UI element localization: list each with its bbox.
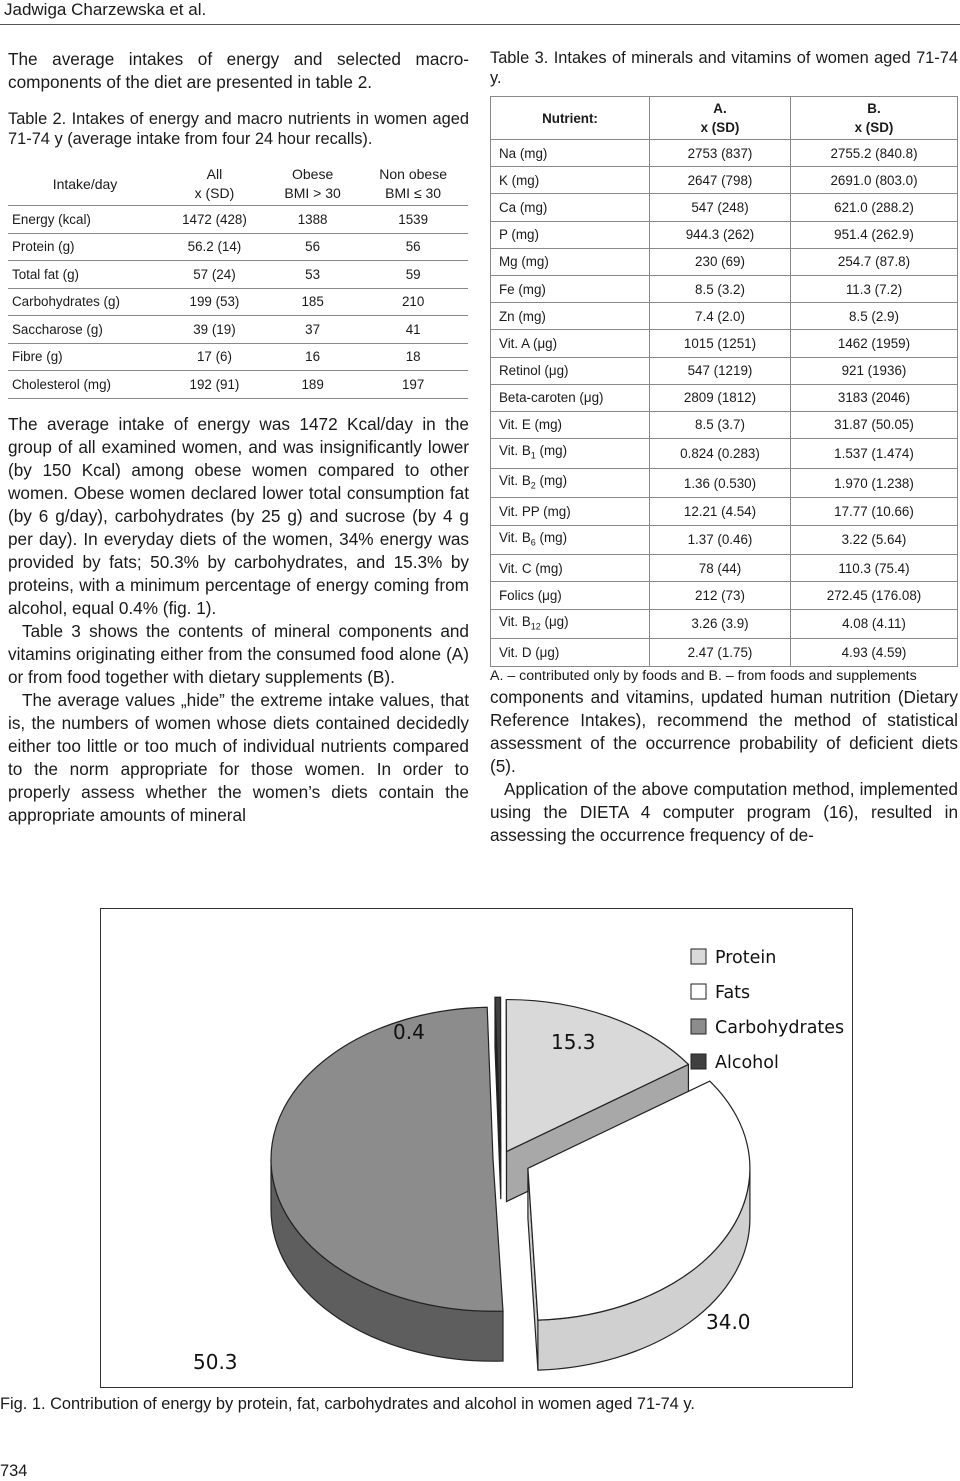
table2-cell-non-obese: 210 [358,288,468,316]
table3-row [491,639,958,666]
legend-label-alcohol: Alcohol [715,1053,779,1073]
legend-label-protein: Protein [715,948,776,968]
table3-row [491,303,958,330]
results-paragraph-3: The average values „hide” the extreme intake values, that is, the numbers of women whose diets contained decidedly either too little or too much of individual nutrients compared to the norm appropriate for those women. In order to properly assess whether the women’s diets contain the appropriate amounts of mineral [8,689,469,827]
table3-cell-b: 272.45 (176.08) [790,582,957,609]
table3-cell-b: 11.3 (7.2) [790,275,957,302]
table3-cell-b: 2691.0 (803.0) [790,167,957,194]
table3-cell-nutrient: Folics (μg) [491,582,650,609]
table2-cell-obese: 53 [267,261,358,289]
table2-caption: Table 2. Intakes of energy and macro nutrients in women aged 71-74 y (average intake from four 24 hour recalls). [8,109,469,149]
table2-cell-non-obese: 197 [358,371,468,399]
table3-cell-nutrient: K (mg) [491,167,650,194]
table3-cell-b: 921 (1936) [790,357,957,384]
right-paragraph-2: Application of the above computation method, implemented using the DIETA 4 computer program (16), resulted in assessing the occurrence frequency of de- [490,778,958,847]
table3-cell-b: 3.22 (5.64) [790,525,957,555]
table3-cell-nutrient: Fe (mg) [491,275,650,302]
results-paragraph-2: Table 3 shows the contents of mineral components and vitamins originating either from the consumed food alone (A) or from food together with dietary supplements (B). [8,620,469,689]
table3-row [491,194,958,221]
table3-cell-a: 230 (69) [650,248,791,275]
table3-cell-a: 1.37 (0.46) [650,525,791,555]
table2-cell-all: 1472 (428) [162,206,267,234]
running-head: Jadwiga Charzewska et al. [4,0,206,20]
table3 [490,96,958,667]
table3-row [491,411,958,438]
page-number: 734 [0,1462,27,1481]
table2-cell-all: 199 (53) [162,288,267,316]
table2-row [8,316,468,344]
pie-value-label: 15.3 [551,1030,596,1054]
table3-row [491,555,958,582]
table3-row [491,468,958,498]
table3-cell-a: 1.36 (0.530) [650,468,791,498]
table2-body [8,206,468,399]
table3-row [491,439,958,469]
table2-row [8,288,468,316]
table3-cell-a: 3.26 (3.9) [650,609,791,639]
table2-cell-obese: 189 [267,371,358,399]
legend-swatch-protein [691,949,706,964]
table2-row [8,343,468,371]
table3-cell-nutrient: Na (mg) [491,140,650,167]
table3-cell-a: 7.4 (2.0) [650,303,791,330]
table3-cell-a: 2809 (1812) [650,384,791,411]
table3-row [491,357,958,384]
table2-cell-all: 56.2 (14) [162,233,267,261]
pie-chart-svg [101,909,852,1387]
table3-row [491,609,958,639]
table2-header-intake: Intake/day [8,163,162,206]
table3-cell-nutrient: Zn (mg) [491,303,650,330]
table3-cell-nutrient: Vit. C (mg) [491,555,650,582]
table3-caption: Table 3. Intakes of minerals and vitamins of women aged 71-74 y. [490,48,958,88]
table3-cell-b: 1.970 (1.238) [790,468,957,498]
table3-cell-b: 1462 (1959) [790,330,957,357]
table3-row [491,330,958,357]
left-column [8,48,469,827]
table2-cell-obese: 56 [267,233,358,261]
table2-cell-non-obese: 59 [358,261,468,289]
table3-row [491,582,958,609]
table3-cell-b: 621.0 (288.2) [790,194,957,221]
table3-cell-a: 1015 (1251) [650,330,791,357]
table3-cell-b: 4.93 (4.59) [790,639,957,666]
table2-cell-name: Total fat (g) [8,261,162,289]
table3-cell-nutrient: Vit. $B_{12}$ (μg) [491,609,650,639]
right-column [490,48,958,847]
pie-value-label: 34.0 [706,1310,751,1334]
table2-cell-non-obese: 1539 [358,206,468,234]
table3-cell-b: 110.3 (75.4) [790,555,957,582]
table3-cell-b: 17.77 (10.66) [790,498,957,525]
results-paragraph-1: The average intake of energy was 1472 Kcal/day in the group of all examined women, and was insignificantly lower (by 150 Kcal) among obese women compared to other women. Obese women declared lower total consumption fat (by 6 g/day), carbohydrates (by 25 g) and sucrose (by 4 g per day). In everyday diets of the women, 34% energy was provided by fats; 50.3% by carbohydrates, and 15.3% by proteins, with a minimum percentage of energy coming from alcohol, equal 0.4% (fig. 1). [8,413,469,620]
table2-cell-name: Fibre (g) [8,343,162,371]
table3-cell-a: 2647 (798) [650,167,791,194]
table2-cell-non-obese: 56 [358,233,468,261]
figure-1-pie-chart [100,908,853,1388]
table3-row [491,140,958,167]
table2-cell-obese: 1388 [267,206,358,234]
table3-cell-b: 2755.2 (840.8) [790,140,957,167]
table3-cell-nutrient: Mg (mg) [491,248,650,275]
table3-cell-a: 78 (44) [650,555,791,582]
table2-header-row [8,163,468,206]
table3-cell-b: 254.7 (87.8) [790,248,957,275]
table3-row [491,248,958,275]
table2 [8,163,468,399]
legend-swatch-fats [691,984,706,999]
table2-row [8,261,468,289]
header-rule [0,24,960,25]
table3-cell-a: 12.21 (4.54) [650,498,791,525]
table3-row [491,167,958,194]
table3-cell-nutrient: Vit. PP (mg) [491,498,650,525]
table3-cell-b: 8.5 (2.9) [790,303,957,330]
intro-paragraph: The average intakes of energy and selected macro-components of the diet are presented in table 2. [8,48,469,94]
table3-cell-a: 2.47 (1.75) [650,639,791,666]
legend-label-carbohydrates: Carbohydrates [715,1018,844,1038]
table2-cell-all: 39 (19) [162,316,267,344]
table3-cell-b: 1.537 (1.474) [790,439,957,469]
table3-note: A. – contributed only by foods and B. – from foods and supplements [490,667,958,686]
table2-header-non-obese: Non obese BMI ≤ 30 [358,163,468,206]
table2-cell-name: Protein (g) [8,233,162,261]
table2-cell-name: Saccharose (g) [8,316,162,344]
table3-row [491,525,958,555]
table3-cell-nutrient: P (mg) [491,221,650,248]
table3-cell-nutrient: Vit. $B_6$ (mg) [491,525,650,555]
table3-header-a: A. x (SD) [650,97,791,140]
table3-cell-b: 951.4 (262.9) [790,221,957,248]
table2-cell-name: Cholesterol (mg) [8,371,162,399]
pie-value-label: 50.3 [193,1350,238,1374]
table3-header-b: B. x (SD) [790,97,957,140]
table3-cell-nutrient: Vit. D (μg) [491,639,650,666]
table3-cell-b: 4.08 (4.11) [790,609,957,639]
table3-header-row [491,97,958,140]
table3-cell-a: 212 (73) [650,582,791,609]
right-paragraph-1: components and vitamins, updated human nutrition (Dietary Reference Intakes), recommend the method of statistical assessment of the occurrence probability of deficient diets (5). [490,686,958,778]
legend-label-fats: Fats [715,983,750,1003]
figure-caption: Fig. 1. Contribution of energy by protein, fat, carbohydrates and alcohol in women aged 71-74 y. [0,1395,695,1414]
table3-cell-a: 547 (248) [650,194,791,221]
table2-cell-all: 17 (6) [162,343,267,371]
table3-cell-a: 8.5 (3.7) [650,411,791,438]
table3-cell-nutrient: Vit. $B_1$ (mg) [491,439,650,469]
table3-cell-nutrient: Beta-caroten (μg) [491,384,650,411]
table3-row [491,221,958,248]
table3-cell-a: 2753 (837) [650,140,791,167]
legend-swatch-alcohol [691,1054,706,1069]
table2-cell-all: 57 (24) [162,261,267,289]
table2-header-obese: Obese BMI > 30 [267,163,358,206]
table3-row [491,384,958,411]
table3-cell-a: 8.5 (3.2) [650,275,791,302]
table3-body [491,140,958,667]
table3-cell-b: 3183 (2046) [790,384,957,411]
table3-cell-a: 547 (1219) [650,357,791,384]
table3-cell-nutrient: Vit. A (μg) [491,330,650,357]
table3-row [491,275,958,302]
table2-cell-non-obese: 41 [358,316,468,344]
pie-value-label: 0.4 [393,1020,425,1044]
table2-cell-name: Carbohydrates (g) [8,288,162,316]
table2-cell-obese: 185 [267,288,358,316]
table2-header-all: All x (SD) [162,163,267,206]
pie-legend [691,948,844,1073]
table3-row [491,498,958,525]
legend-swatch-carbohydrates [691,1019,706,1034]
table3-cell-nutrient: Ca (mg) [491,194,650,221]
table2-cell-all: 192 (91) [162,371,267,399]
table2-cell-non-obese: 18 [358,343,468,371]
table2-cell-obese: 37 [267,316,358,344]
table2-cell-name: Energy (kcal) [8,206,162,234]
table2-row [8,233,468,261]
table3-cell-b: 31.87 (50.05) [790,411,957,438]
table3-cell-nutrient: Vit. E (mg) [491,411,650,438]
table2-cell-obese: 16 [267,343,358,371]
table3-cell-nutrient: Retinol (μg) [491,357,650,384]
table3-cell-nutrient: Vit. $B_2$ (mg) [491,468,650,498]
table2-row [8,371,468,399]
table3-header-nutrient: Nutrient: [491,97,650,140]
table3-cell-a: 0.824 (0.283) [650,439,791,469]
table3-cell-a: 944.3 (262) [650,221,791,248]
table2-row [8,206,468,234]
